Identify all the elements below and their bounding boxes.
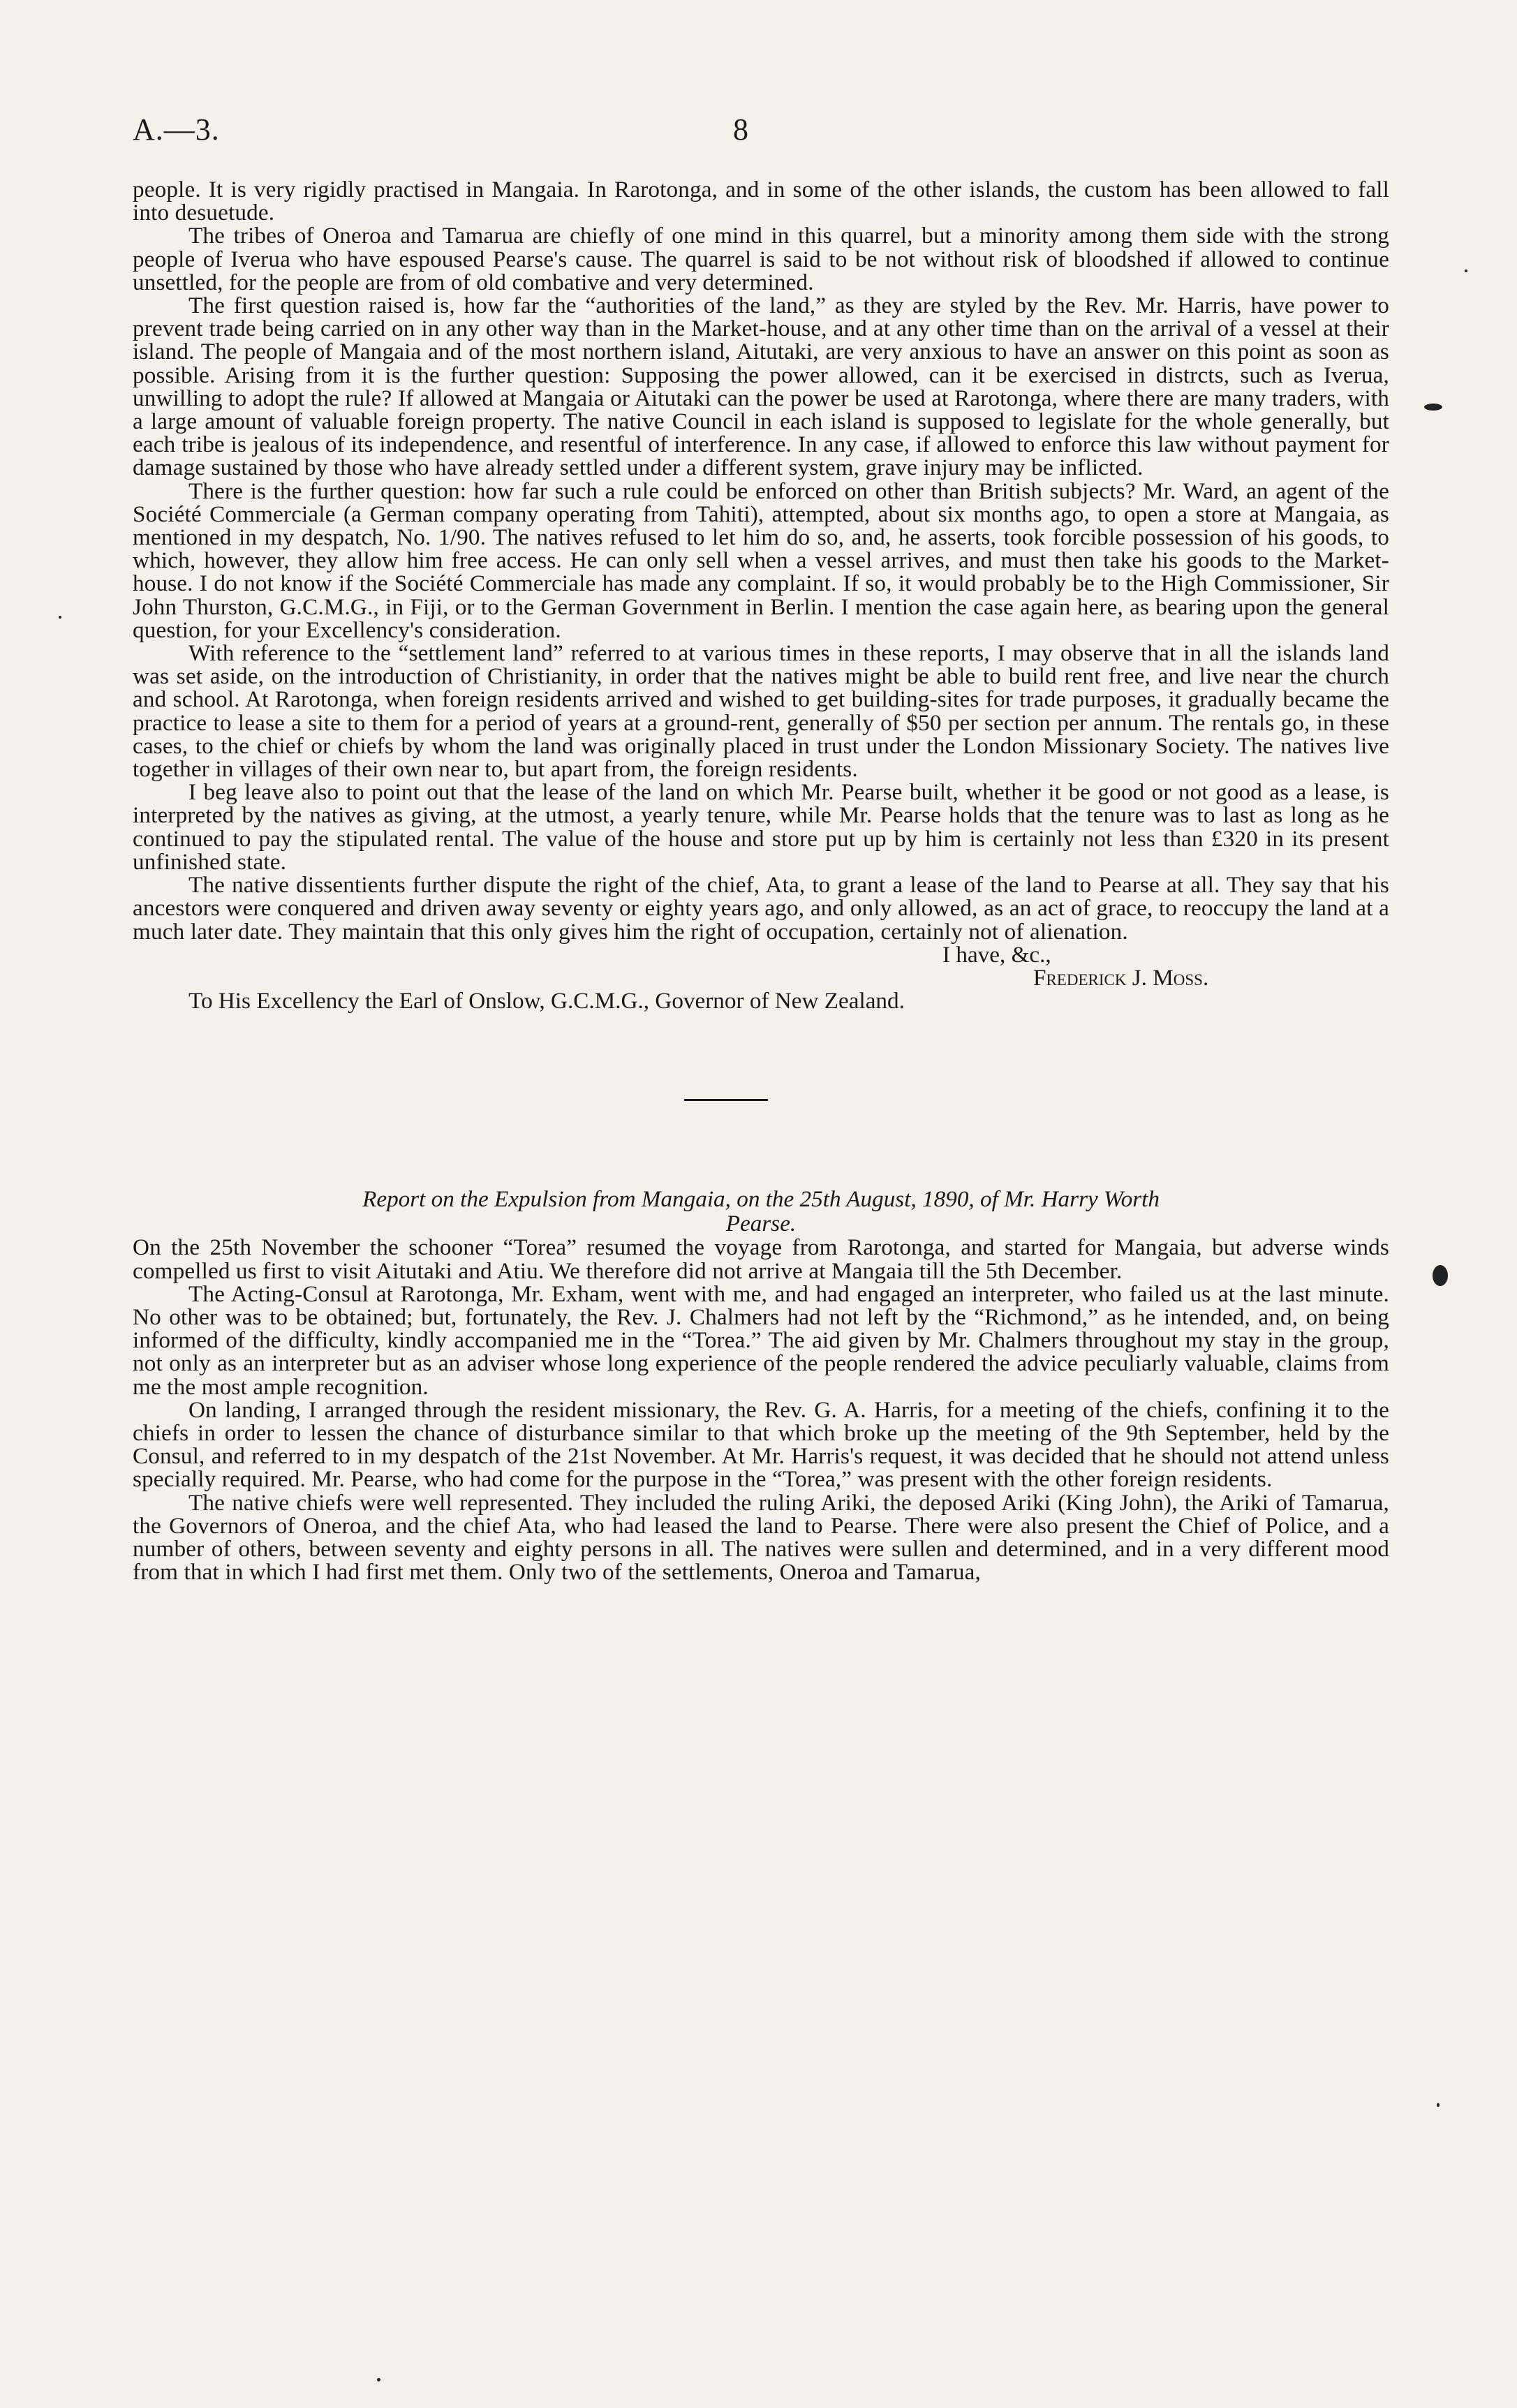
page-number: 8 — [733, 112, 748, 147]
section-divider — [684, 1099, 768, 1101]
report-title-line: Report on the Expulsion from Mangaia, on the 25th August, 1890, of Mr. Harry Worth — [362, 1186, 1160, 1213]
letter-paragraph: people. It is very rigidly practised in Mangaia. In Rarotonga, and in some of the other islands, the custom has been allowed to fall into desuetude. — [133, 177, 1389, 226]
report-paragraph: The Acting-Consul at Rarotonga, Mr. Exham, went with me, and had engaged an interpreter, who failed us at the last minute. No other was to be obtained; but, fortunately, the Rev. J. Chalmers had not left by the “Richmond,” as he intended, and, on being informed of the difficulty, kindly accompanied me in the “Torea.” The aid given by Mr. Chalmers throughout my stay in the group, not only as an interpreter but as an adviser whose long experience of the people rendered the advice peculiarly valuable, claims from me the most ample recognition. — [133, 1280, 1389, 1400]
letter-paragraph: I beg leave also to point out that the lease of the land on which Mr. Pearse built, whether it be good or not good as a lease, is interpreted by the natives as giving, at the utmost, a yearly tenure, while Mr. Pearse holds that the tenure was to last as long as he continued to pay the stipulated rental. The value of the house and store put up by him is certainly not less than £320 in its present unfinished state. — [133, 779, 1389, 875]
letter-paragraph: With reference to the “settlement land” referred to at various times in these reports, I may observe that in all the islands land was set aside, on the introduction of Christianity, in order that the natives might be able to build rent free, and live near the church and school. At Rarotonga, when foreign residents arrived and wished to get building-sites for trade purposes, it gradually became the practice to lease a site to them for a period of years at a ground-rent, generally of $50 per section per annum. The rentals go, in these cases, to the chief or chiefs by whom the land was originally placed in trust under the London Missionary Society. The natives live together in villages of their own near to, but apart from, the foreign residents. — [133, 640, 1389, 783]
letter-paragraph: The native dissentients further dispute the right of the chief, Ata, to grant a lease of the land to Pearse at all. They say that his ancestors were conquered and driven away seventy or eighty years ago, and only allowed, as an act of grace, to reoccupy the land at a much later date. They maintain that this only gives him the right of occupation, certainly not of alienation. — [133, 872, 1389, 945]
letter-paragraph: There is the further question: how far such a rule could be enforced on other than British subjects? Mr. Ward, an agent of the Société Commerciale (a German company operating from Tahiti), attempted, about six months ago, to open a store at Mangaia, as mentioned in my despatch, No. 1/90. The natives refused to let him do so, and, he asserts, took forcible possession of his goods, to which, however, they allow him free access. He can only sell when a vessel arrives, and must then take his goods to the Market-house. I do not know if the Société Commerciale has made any complaint. If so, it would probably be to the High Commissioner, Sir John Thurston, G.C.M.G., in Fiji, or to the German Government in Berlin. I mention the case again here, as bearing upon the general question, for your Excellency's consideration. — [133, 478, 1389, 643]
scan-speck — [1437, 2103, 1440, 2107]
document-reference: A.—3. — [133, 112, 220, 147]
report-paragraph: On landing, I arranged through the resident missionary, the Rev. G. A. Harris, for a meeting of the chiefs, confining it to the chiefs in order to lessen the chance of disturbance similar to that which broke up the meeting of the 9th September, held by the Consul, and referred to in my despatch of the 21st November. At Mr. Harris's request, it was decided that he should not attend unless specially required. Mr. Pearse, who had come for the purpose in the “Torea,” was present with the other foreign residents. — [133, 1396, 1389, 1493]
scan-speck — [377, 2378, 380, 2381]
signature: Frederick J. Moss. — [1033, 964, 1209, 991]
report-paragraph: The native chiefs were well represented. They included the ruling Ariki, the deposed Ariki (King John), the Ariki of Tamarua, the Governors of Oneroa, and the chief Ata, who had leased the land to Pearse. There were also present the Chief of Police, and a number of others, between seventy and eighty persons in all. The natives were sullen and determined, and in a very different mood from that in which I had first met them. Only two of the settlements, Oneroa and Tamarua, — [133, 1489, 1389, 1586]
report-title — [175, 1187, 1347, 1236]
report-title-line: Pearse. — [725, 1211, 797, 1237]
scan-speck — [1433, 1265, 1448, 1286]
addressee-line: To His Excellency the Earl of Onslow, G.C.M.G., Governor of New Zealand. — [188, 988, 905, 1014]
letter-paragraph: The tribes of Oneroa and Tamarua are chiefly of one mind in this quarrel, but a minority among them side with the strong people of Iverua who have espoused Pearse's cause. The quarrel is said to be not without risk of bloodshed if allowed to continue unsettled, for the people are from of old combative and very determined. — [133, 223, 1389, 295]
letter-body — [133, 178, 1389, 943]
page-header — [133, 112, 1389, 178]
document-page — [133, 112, 1389, 1586]
report-paragraph: On the 25th November the schooner “Torea” resumed the voyage from Rarotonga, and started for Mangaia, but adverse winds compelled us first to visit Aitutaki and Atiu. We therefore did not arrive at Mangaia till the 5th December. — [133, 1234, 1389, 1284]
closing-line: I have, &c., — [942, 941, 1051, 968]
letter-paragraph: The first question raised is, how far the “authorities of the land,” as they are styled by the Rev. Mr. Harris, have power to prevent trade being carried on in any other way than in the Market-house, and at any other time than on the arrival of a vessel at their island. The people of Mangaia and of the most northern island, Aitutaki, are very anxious to have an answer on this point as soon as possible. Arising from it is the further question: Supposing the power allowed, can it be exercised in distrcts, such as Iverua, unwilling to adopt the rule? If allowed at Mangaia or Aitutaki can the power be used at Rarotonga, where there are many traders, with a large amount of valuable foreign property. The native Council in each island is supposed to legislate for the whole generally, but each tribe is jealous of its independence, and resentful of interference. In any case, if allowed to enforce this law without payment for damage sustained by those who have already settled under a different system, grave injury may be inflicted. — [133, 293, 1389, 481]
scan-speck — [1465, 269, 1467, 272]
report-body — [133, 1234, 1389, 1586]
scan-speck — [1424, 404, 1442, 411]
scan-speck — [59, 616, 61, 619]
